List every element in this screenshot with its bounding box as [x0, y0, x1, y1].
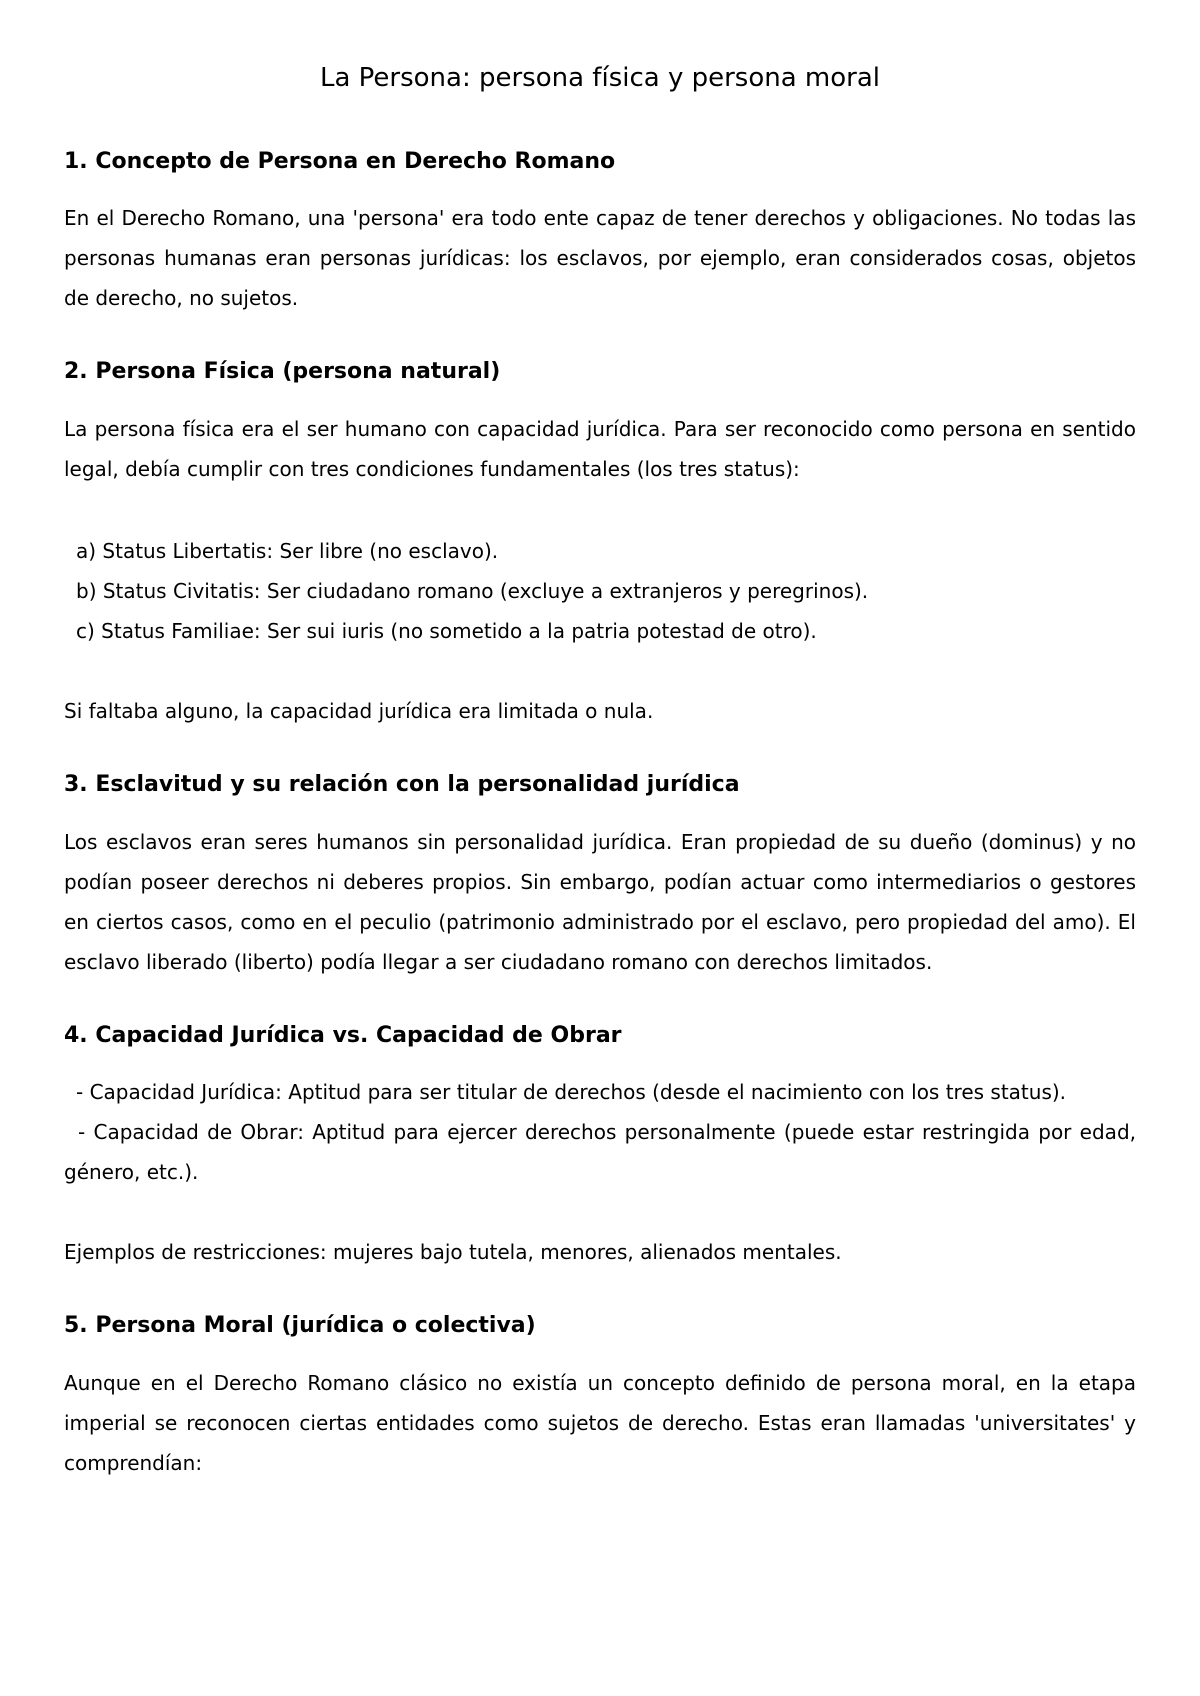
section-1-paragraph: En el Derecho Romano, una 'persona' era todo ente capaz de tener derechos y obligaciones. No todas las personas humanas eran personas jurídicas: los esclavos, por ejemplo, eran considerados cosas, objetos de derecho, no sujetos. [64, 206, 1136, 311]
capacity-list [64, 1072, 1136, 1192]
section-2-closing: Si faltaba alguno, la capacidad jurídica era limitada o nula. [64, 698, 654, 723]
section-4-closing: Ejemplos de restricciones: mujeres bajo tutela, menores, alienados mentales. [64, 1240, 842, 1265]
section-5-paragraph: Aunque en el Derecho Romano clásico no existía un concepto definido de persona moral, en la etapa imperial se reconocen ciertas entidades como sujetos de derecho. Estas eran llamadas 'universitates' y comprendían: [64, 1370, 1136, 1475]
section-3-heading: 3. Esclavitud y su relación con la personalidad jurídica [64, 771, 740, 797]
section-4-heading: 4. Capacidad Jurídica vs. Capacidad de Obrar [64, 1022, 622, 1048]
section-3-paragraph: Los esclavos eran seres humanos sin personalidad jurídica. Eran propiedad de su dueño (dominus) y no podían poseer derechos ni deberes propios. Sin embargo, podían actuar como intermediarios o gestores en ciertos casos, como en el peculio (patrimonio administrado por el esclavo, pero propiedad del amo). El esclavo liberado (liberto) podía llegar a ser ciudadano romano con derechos limitados. [64, 829, 1136, 974]
document-title: La Persona: persona física y persona moral [319, 63, 880, 93]
status-item-libertatis: a) Status Libertatis: Ser libre (no esclavo). [76, 538, 499, 563]
status-item-civitatis: b) Status Civitatis: Ser ciudadano romano (excluye a extranjeros y peregrinos). [76, 578, 869, 603]
capacity-item-juridica: - Capacidad Jurídica: Aptitud para ser titular de derechos (desde el nacimiento con los tres status). [76, 1080, 1067, 1105]
section-1-heading: 1. Concepto de Persona en Derecho Romano [64, 148, 616, 174]
status-item-familiae: c) Status Familiae: Ser sui iuris (no sometido a la patria potestad de otro). [76, 618, 817, 643]
status-list [64, 531, 1136, 651]
section-2-heading: 2. Persona Física (persona natural) [64, 359, 501, 385]
capacity-item-obrar: - Capacidad de Obrar: Aptitud para ejercer derechos personalmente (puede estar restringida por edad, género, etc.). [64, 1120, 1136, 1185]
section-2-intro: La persona física era el ser humano con capacidad jurídica. Para ser reconocido como persona en sentido legal, debía cumplir con tres condiciones fundamentales (los tres status): [64, 416, 1136, 481]
section-5-heading: 5. Persona Moral (jurídica o colectiva) [64, 1313, 536, 1339]
